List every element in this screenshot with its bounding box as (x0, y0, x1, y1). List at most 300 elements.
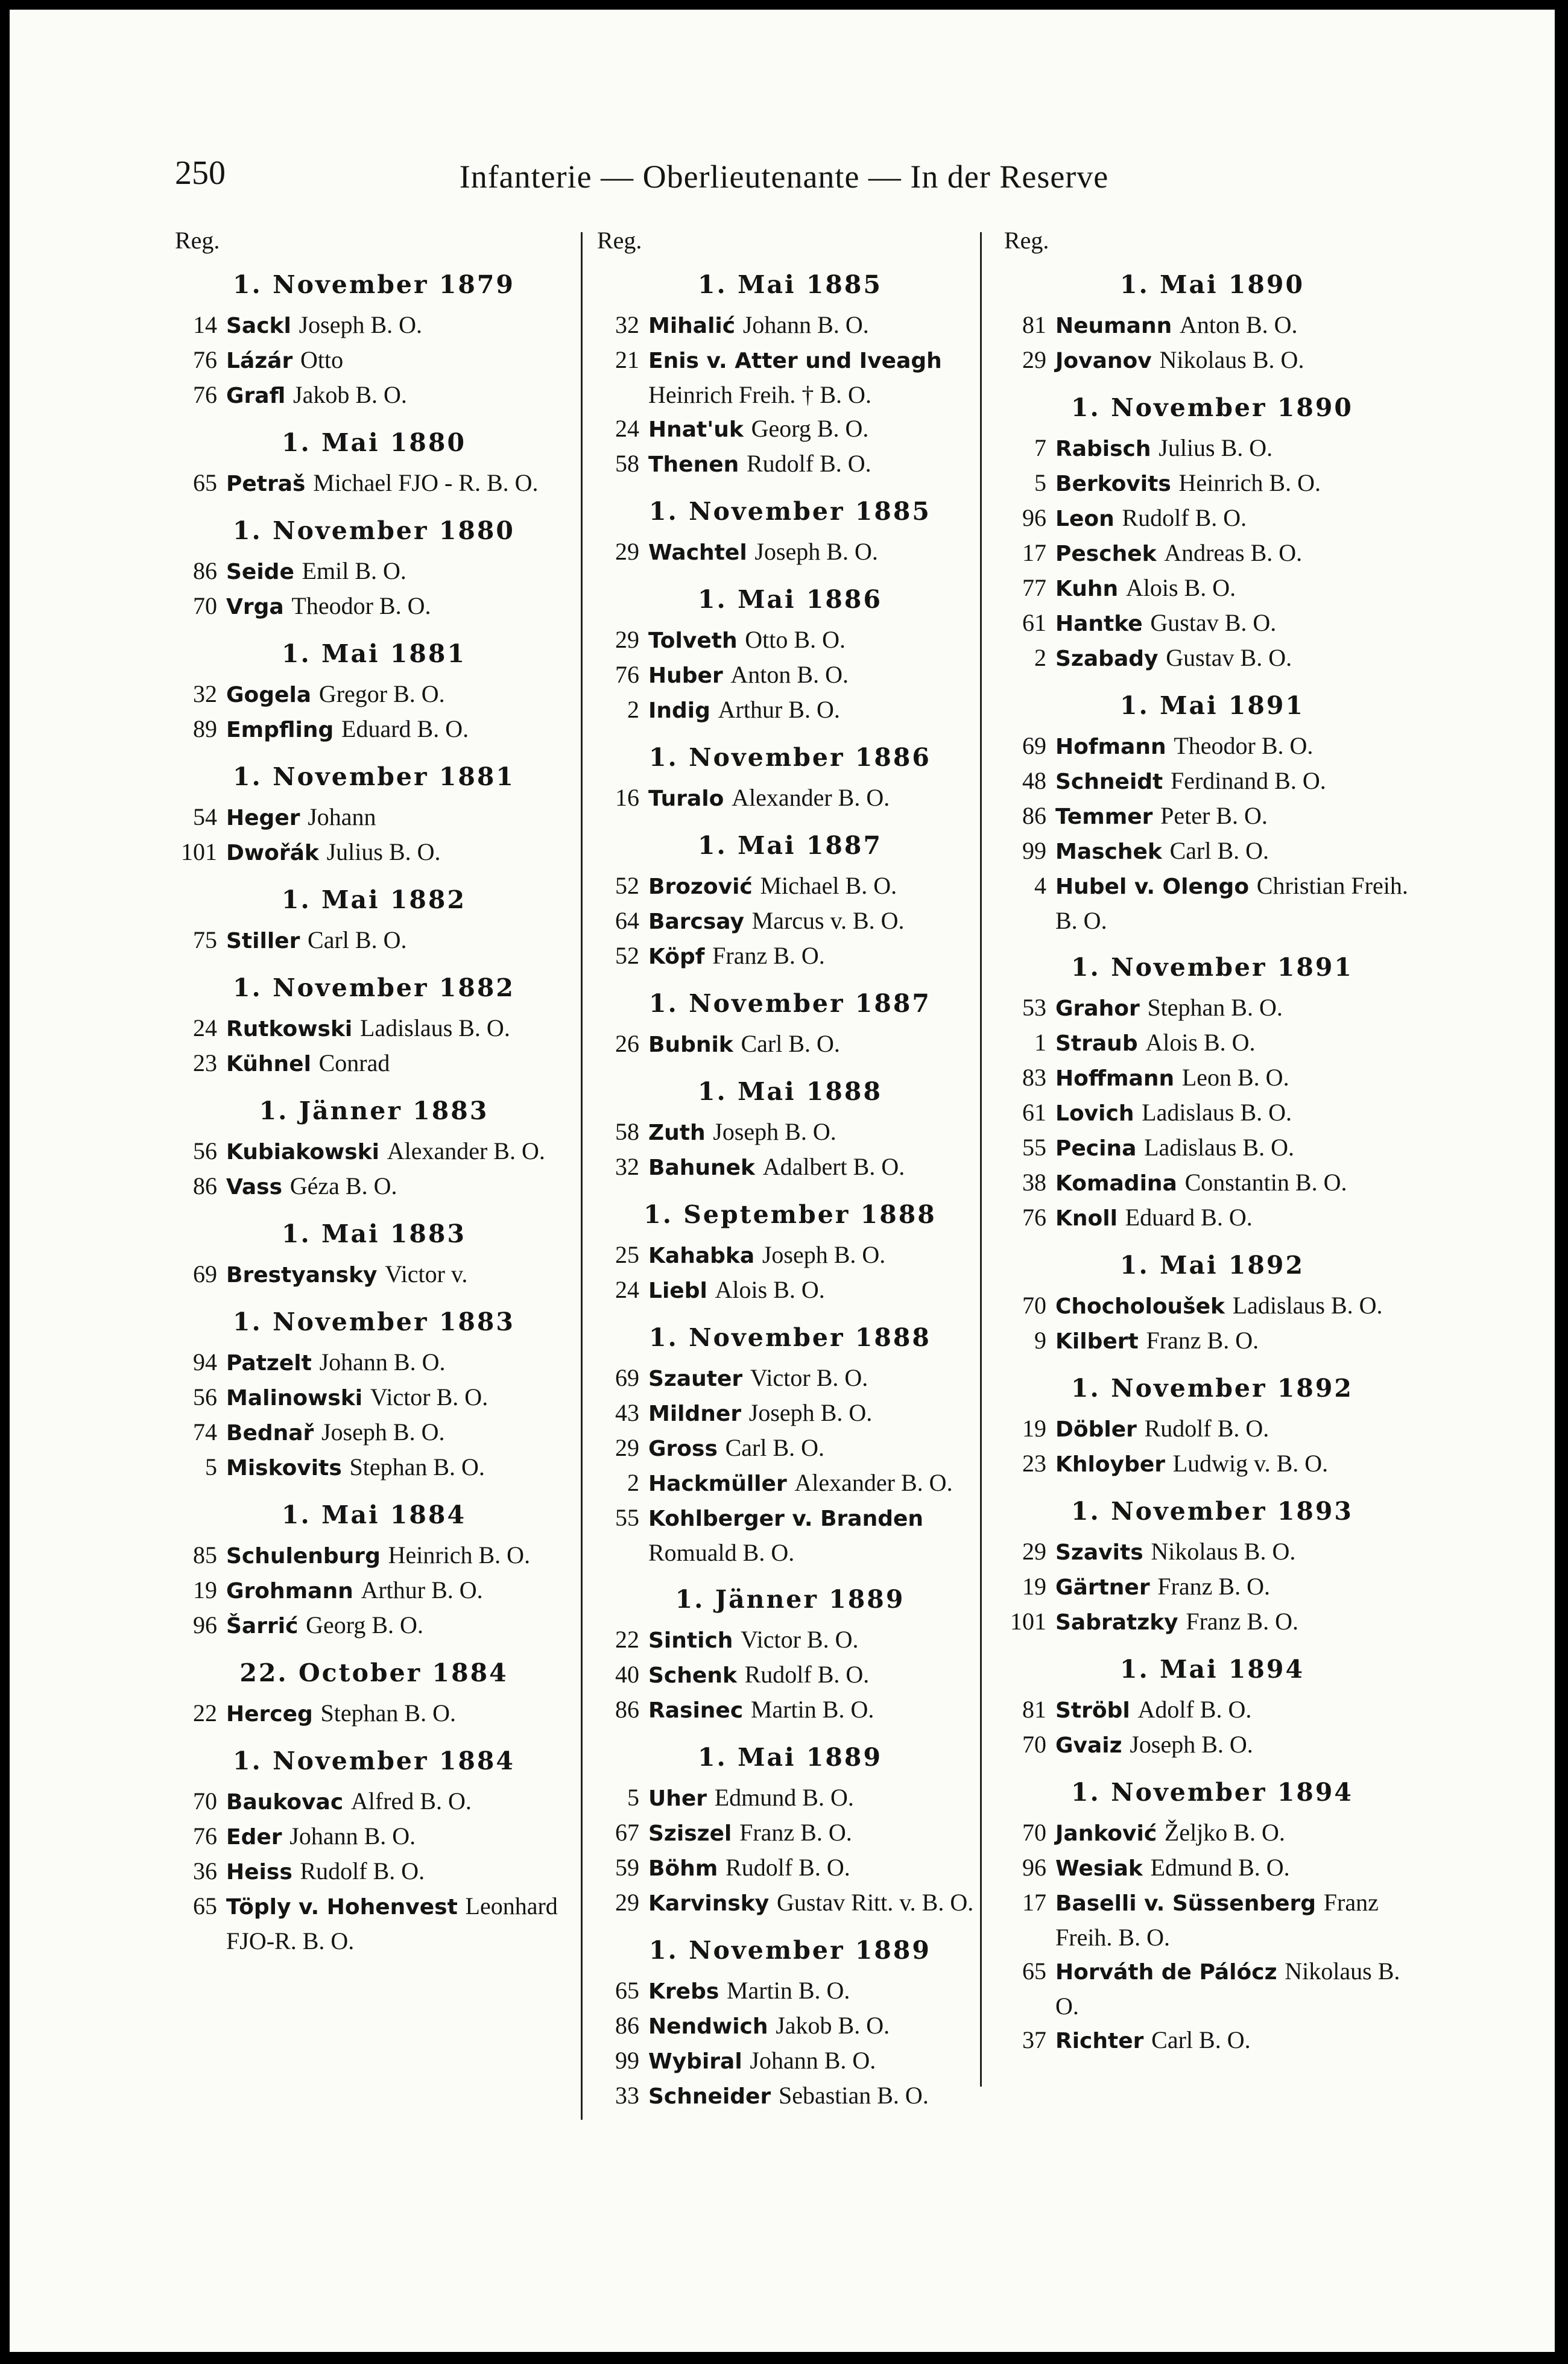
roster-entry (1004, 1061, 1420, 1096)
regiment-number: 40 (615, 1661, 639, 1688)
roster-entry (597, 1238, 983, 1273)
roster-entry (175, 1134, 573, 1169)
roster-entry (597, 658, 983, 693)
officer-details: Adalbert B. O. (762, 1153, 905, 1180)
section-heading: 1. November 1879 (233, 270, 515, 299)
officer-details: Gustav Ritt. v. B. O. (776, 1889, 974, 1916)
regiment-number: 101 (181, 838, 217, 865)
officer-details: Ladislaus B. O. (1142, 1099, 1292, 1126)
officer-surname: Indig (648, 698, 710, 723)
column-3 (1004, 226, 1420, 2058)
regiment-number: 74 (193, 1418, 217, 1446)
officer-details: Gustav B. O. (1166, 644, 1292, 671)
officer-details: Joseph B. O. (1130, 1731, 1253, 1758)
regiment-number: 32 (615, 311, 639, 338)
roster-entry (1004, 1131, 1420, 1166)
officer-surname: Schneider (648, 2084, 771, 2109)
roster-entry (175, 378, 573, 413)
officer-details: Johann B. O. (289, 1822, 416, 1850)
roster-entry (1004, 1535, 1420, 1570)
officer-surname: Lázár (226, 349, 293, 373)
regiment-number: 61 (1022, 609, 1046, 636)
officer-surname: Grafl (226, 384, 286, 408)
date-section (1004, 1652, 1420, 1763)
roster-entry (597, 781, 983, 816)
section-heading: 1. September 1888 (643, 1200, 937, 1229)
officer-details: Ludwig v. B. O. (1172, 1450, 1329, 1477)
officer-surname: Vrga (226, 595, 284, 619)
roster-entry (1004, 466, 1420, 501)
officer-surname: Petraš (226, 472, 306, 496)
officer-details: Adolf B. O. (1137, 1696, 1252, 1723)
roster-entry (597, 1623, 983, 1658)
regiment-number: 17 (1022, 1889, 1046, 1916)
roster-entry (1004, 536, 1420, 571)
officer-surname: Schneidt (1055, 770, 1163, 794)
officer-details: Stephan B. O. (320, 1699, 456, 1727)
date-section (175, 970, 573, 1081)
officer-details: Otto B. O. (745, 626, 846, 653)
section-heading: 1. Mai 1888 (698, 1077, 882, 1106)
regiment-number: 81 (1022, 311, 1046, 338)
officer-surname: Szavits (1055, 1540, 1143, 1565)
regiment-number: 54 (193, 803, 217, 830)
roster-entry (597, 1466, 983, 1501)
roster-entry (1004, 869, 1420, 938)
officer-surname: Nendwich (648, 2014, 768, 2039)
officer-surname: Sintich (648, 1628, 733, 1653)
officer-details: Stephan B. O. (349, 1453, 485, 1481)
officer-surname: Köpf (648, 944, 705, 969)
roster-entry (597, 2009, 983, 2044)
officer-details: Jakob B. O. (293, 381, 407, 408)
officer-surname: Schenk (648, 1663, 737, 1688)
officer-details: Rudolf B. O. (726, 1854, 850, 1881)
roster-entry (175, 1854, 573, 1889)
date-section (597, 1740, 983, 1921)
roster-entry (175, 835, 573, 870)
section-heading: 1. Mai 1891 (1120, 691, 1304, 720)
roster-entry (1004, 1693, 1420, 1728)
officer-surname: Stiller (226, 929, 300, 953)
regiment-number: 65 (615, 1977, 639, 2004)
date-section (597, 828, 983, 974)
officer-details: Nikolaus B. O. (1055, 1958, 1400, 2020)
officer-surname: Sabratzky (1055, 1610, 1178, 1635)
officer-details: Johann (308, 803, 376, 830)
date-section (597, 267, 983, 482)
regiment-number: 56 (193, 1383, 217, 1411)
officer-details: Heinrich Freih. † B. O. (648, 381, 871, 408)
officer-details: Carl B. O. (1169, 837, 1269, 864)
roster-entry (1004, 1324, 1420, 1359)
officer-details: Johann B. O. (742, 311, 869, 338)
officer-surname: Barcsay (648, 909, 744, 934)
section-heading: 1. Mai 1881 (282, 639, 466, 668)
officer-details: Victor v. (385, 1260, 468, 1288)
roster-entry (597, 1851, 983, 1886)
section-heading: 1. November 1894 (1071, 1778, 1353, 1807)
regiment-number: 70 (193, 592, 217, 619)
regiment-number: 22 (615, 1626, 639, 1653)
roster-entry (1004, 834, 1420, 869)
officer-surname: Rutkowski (226, 1017, 353, 1041)
officer-details: Johann B. O. (319, 1348, 446, 1376)
officer-details: Nikolaus B. O. (1159, 346, 1304, 373)
regiment-number: 58 (615, 1118, 639, 1145)
officer-details: Joseph B. O. (299, 311, 423, 338)
regiment-number: 29 (1022, 1538, 1046, 1565)
officer-details: Ladislaus B. O. (1144, 1134, 1294, 1161)
roster-entry (597, 1974, 983, 2009)
regiment-number: 65 (193, 1892, 217, 1920)
officer-surname: Berkovits (1055, 472, 1171, 496)
officer-details: Conrad (318, 1049, 390, 1076)
officer-details: Victor B. O. (741, 1626, 859, 1653)
roster-entry (597, 1396, 983, 1431)
roster-entry (597, 343, 983, 412)
regiment-number: 94 (193, 1348, 217, 1376)
officer-details: Leon B. O. (1181, 1064, 1289, 1091)
regiment-number: 16 (615, 784, 639, 811)
officer-details: Ladislaus B. O. (359, 1014, 510, 1041)
officer-surname: Tolveth (648, 628, 738, 653)
regiment-number: 56 (193, 1137, 217, 1165)
section-heading: 1. Mai 1880 (282, 428, 466, 457)
officer-details: Edmund B. O. (1150, 1854, 1290, 1881)
roster-entry (1004, 1570, 1420, 1605)
officer-details: Rudolf B. O. (747, 450, 871, 477)
date-section (175, 1304, 573, 1485)
roster-entry (597, 1693, 983, 1728)
officer-surname: Leon (1055, 507, 1114, 531)
officer-surname: Horváth de Pálócz (1055, 1960, 1277, 1985)
officer-details: Michael B. O. (760, 872, 897, 899)
section-heading: 22. October 1884 (239, 1658, 508, 1687)
roster-entry (597, 939, 983, 974)
officer-surname: Uher (648, 1786, 707, 1811)
roster-entry (175, 1011, 573, 1046)
roster-entry (1004, 431, 1420, 466)
officer-details: Georg B. O. (306, 1611, 423, 1639)
regiment-number: 23 (193, 1049, 217, 1076)
roster-entry (597, 412, 983, 447)
regiment-number: 86 (1022, 802, 1046, 829)
regiment-number: 23 (1022, 1450, 1046, 1477)
officer-details: Victor B. O. (370, 1383, 488, 1411)
date-section (175, 267, 573, 413)
reg-label: Reg. (175, 227, 220, 254)
officer-surname: Gvaiz (1055, 1733, 1122, 1758)
officer-details: Julius B. O. (1159, 434, 1273, 461)
section-heading: 1. November 1887 (649, 989, 931, 1018)
section-heading: 1. Mai 1885 (698, 270, 882, 299)
officer-surname: Bahunek (648, 1155, 755, 1180)
officer-details: Franz B. O. (1157, 1573, 1270, 1600)
officer-details: Peter B. O. (1160, 802, 1268, 829)
date-section (1004, 1248, 1420, 1359)
regiment-number: 70 (1022, 1292, 1046, 1319)
officer-details: Nikolaus B. O. (1151, 1538, 1296, 1565)
roster-entry (1004, 1026, 1420, 1061)
officer-details: Carl B. O. (741, 1030, 840, 1057)
regiment-number: 2 (1034, 644, 1046, 671)
officer-surname: Hantke (1055, 612, 1143, 636)
officer-details: Alois B. O. (715, 1276, 825, 1303)
officer-surname: Krebs (648, 1979, 719, 2004)
regiment-number: 5 (1034, 469, 1046, 496)
roster-entry (597, 308, 983, 343)
regiment-number: 67 (615, 1819, 639, 1846)
roster-entry (175, 554, 573, 589)
regiment-number: 48 (1022, 767, 1046, 794)
officer-details: Joseph B. O. (754, 538, 878, 565)
roster-entry (175, 1450, 573, 1485)
officer-surname: Maschek (1055, 839, 1162, 864)
date-section (597, 1197, 983, 1308)
officer-details: Heinrich B. O. (388, 1541, 531, 1569)
officer-details: Jakob B. O. (776, 2012, 890, 2039)
officer-surname: Hubel v. Olengo (1055, 874, 1250, 899)
regiment-number: 101 (1010, 1608, 1046, 1635)
regiment-number: 76 (1022, 1204, 1046, 1231)
officer-details: Alfred B. O. (350, 1787, 472, 1815)
regiment-number: 2 (627, 1469, 639, 1496)
regiment-number: 70 (1022, 1731, 1046, 1758)
section-heading: 1. November 1890 (1071, 393, 1353, 422)
officer-details: Emil B. O. (302, 557, 406, 584)
officer-surname: Hofmann (1055, 735, 1166, 759)
date-section (175, 759, 573, 870)
officer-details: Franz B. O. (1186, 1608, 1298, 1635)
roster-entry (1004, 764, 1420, 799)
officer-details: Theodor B. O. (1174, 732, 1314, 759)
officer-surname: Hackmüller (648, 1471, 787, 1496)
officer-surname: Kilbert (1055, 1329, 1139, 1354)
regiment-number: 81 (1022, 1696, 1046, 1723)
officer-details: Ferdinand B. O. (1170, 767, 1326, 794)
roster-entry (175, 1257, 573, 1292)
roster-entry (175, 466, 573, 501)
roster-entry (175, 1784, 573, 1819)
date-section (597, 1933, 983, 2114)
officer-surname: Kuhn (1055, 577, 1119, 601)
officer-surname: Malinowski (226, 1386, 363, 1411)
date-section (1004, 267, 1420, 378)
officer-surname: Neumann (1055, 314, 1172, 338)
officer-surname: Karvinsky (648, 1891, 770, 1916)
regiment-number: 58 (615, 450, 639, 477)
roster-entry (175, 712, 573, 747)
regiment-number: 43 (615, 1399, 639, 1426)
section-heading: 1. November 1891 (1071, 953, 1353, 982)
date-section (597, 582, 983, 728)
roster-entry (1004, 1886, 1420, 1955)
roster-entry (1004, 991, 1420, 1026)
section-heading: 1. Jänner 1889 (675, 1585, 905, 1614)
regiment-number: 65 (193, 469, 217, 496)
regiment-number: 89 (193, 715, 217, 742)
regiment-number: 25 (615, 1241, 639, 1268)
section-heading: 1. Mai 1886 (698, 585, 882, 614)
roster-entry (597, 1816, 983, 1851)
date-section (175, 1655, 573, 1731)
officer-surname: Jovanov (1055, 349, 1152, 373)
roster-entry (175, 1608, 573, 1643)
regiment-number: 29 (615, 626, 639, 653)
regiment-number: 52 (615, 872, 639, 899)
officer-details: Željko B. O. (1164, 1819, 1285, 1846)
regiment-number: 69 (193, 1260, 217, 1288)
date-section (175, 1497, 573, 1643)
officer-details: Andreas B. O. (1164, 539, 1303, 566)
officer-surname: Grahor (1055, 996, 1140, 1021)
officer-surname: Wachtel (648, 540, 747, 565)
officer-surname: Liebl (648, 1278, 707, 1303)
roster-entry (175, 1538, 573, 1573)
date-section (597, 494, 983, 570)
section-heading: 1. Mai 1892 (1120, 1251, 1304, 1280)
regiment-number: 5 (627, 1784, 639, 1811)
date-section (1004, 1494, 1420, 1640)
date-section (175, 1093, 573, 1204)
regiment-number: 53 (1022, 994, 1046, 1021)
officer-details: Romuald B. O. (648, 1539, 795, 1566)
roster-entry (1004, 571, 1420, 606)
officer-surname: Vass (226, 1175, 283, 1199)
officer-details: Arthur B. O. (718, 696, 840, 723)
regiment-number: 86 (193, 557, 217, 584)
section-heading: 1. Jänner 1883 (259, 1096, 489, 1125)
officer-details: Otto (300, 346, 344, 373)
section-heading: 1. Mai 1887 (698, 831, 882, 860)
officer-surname: Gogela (226, 683, 312, 707)
regiment-number: 14 (193, 311, 217, 338)
officer-surname: Heger (226, 806, 300, 830)
officer-surname: Miskovits (226, 1456, 342, 1481)
officer-surname: Straub (1055, 1031, 1138, 1056)
regiment-number: 99 (615, 2047, 639, 2074)
officer-surname: Heiss (226, 1860, 292, 1885)
roster-entry (1004, 1955, 1420, 2023)
officer-surname: Peschek (1055, 542, 1157, 566)
officer-details: Franz B. O. (712, 942, 825, 969)
regiment-number: 55 (615, 1504, 639, 1531)
regiment-number: 37 (1022, 2026, 1046, 2053)
column-1 (175, 226, 573, 1958)
regiment-number: 29 (615, 1889, 639, 1916)
section-heading: 1. November 1888 (649, 1323, 931, 1352)
roster-entry (1004, 343, 1420, 378)
regiment-number: 5 (205, 1453, 217, 1481)
officer-surname: Baselli v. Süssenberg (1055, 1891, 1317, 1916)
officer-surname: Baukovac (226, 1790, 344, 1815)
officer-surname: Hnat'uk (648, 417, 744, 442)
roster-entry (1004, 1447, 1420, 1482)
officer-details: Ladislaus B. O. (1232, 1292, 1383, 1319)
roster-entry (175, 1345, 573, 1380)
officer-surname: Huber (648, 663, 723, 688)
roster-entry (175, 1696, 573, 1731)
officer-surname: Enis v. Atter und Iveagh (648, 349, 942, 373)
officer-surname: Szauter (648, 1367, 743, 1391)
roster-entry (597, 1781, 983, 1816)
officer-surname: Seide (226, 560, 294, 584)
officer-surname: Bednař (226, 1421, 314, 1446)
reg-label: Reg. (597, 227, 642, 254)
regiment-number: 86 (615, 2012, 639, 2039)
officer-details: Rudolf B. O. (1144, 1415, 1269, 1442)
roster-entry (597, 869, 983, 904)
roster-entry (597, 1886, 983, 1921)
roster-entry (1004, 1201, 1420, 1236)
officer-surname: Kubiakowski (226, 1140, 379, 1165)
officer-details: Carl B. O. (308, 926, 407, 953)
officer-details: Theodor B. O. (291, 592, 431, 619)
officer-surname: Richter (1055, 2029, 1144, 2053)
officer-surname: Turalo (648, 786, 724, 811)
regiment-number: 86 (193, 1172, 217, 1199)
officer-details: Constantin B. O. (1184, 1169, 1347, 1196)
date-section (175, 1216, 573, 1292)
date-section (1004, 688, 1420, 938)
regiment-number: 96 (1022, 504, 1046, 531)
section-heading: 1. Mai 1889 (698, 1743, 882, 1772)
regiment-number: 55 (1022, 1134, 1046, 1161)
roster-entry (597, 2044, 983, 2079)
section-heading: 1. November 1893 (1071, 1497, 1353, 1526)
regiment-number: 24 (615, 415, 639, 442)
roster-entry (1004, 1096, 1420, 1131)
officer-surname: Khloyber (1055, 1452, 1166, 1477)
officer-surname: Thenen (648, 452, 739, 477)
date-section (1004, 950, 1420, 1236)
officer-surname: Brozović (648, 874, 753, 899)
roster-entry (597, 1115, 983, 1150)
regiment-number: 38 (1022, 1169, 1046, 1196)
officer-surname: Brestyansky (226, 1263, 378, 1288)
date-section (1004, 390, 1420, 676)
roster-entry (175, 343, 573, 378)
officer-surname: Lovich (1055, 1101, 1134, 1126)
officer-details: Anton B. O. (1179, 311, 1298, 338)
officer-surname: Ströbl (1055, 1698, 1130, 1723)
officer-details: Martin B. O. (750, 1696, 874, 1723)
officer-surname: Kohlberger v. Branden (648, 1506, 924, 1531)
date-section (175, 882, 573, 958)
reg-label: Reg. (1004, 227, 1049, 254)
section-heading: 1. November 1892 (1071, 1374, 1353, 1403)
roster-entry (1004, 2023, 1420, 2058)
regiment-number: 1 (1034, 1029, 1046, 1056)
roster-entry (175, 1169, 573, 1204)
regiment-number: 9 (1034, 1327, 1046, 1354)
roster-entry (175, 1046, 573, 1081)
regiment-number: 52 (615, 942, 639, 969)
regiment-number: 69 (1022, 732, 1046, 759)
officer-details: Alois B. O. (1125, 574, 1236, 601)
regiment-number: 96 (1022, 1854, 1046, 1881)
regiment-number: 32 (615, 1153, 639, 1180)
regiment-number: 32 (193, 680, 217, 707)
roster-entry (1004, 1816, 1420, 1851)
regiment-number: 29 (615, 1434, 639, 1461)
officer-surname: Wesiak (1055, 1856, 1143, 1881)
regiment-number: 99 (1022, 837, 1046, 864)
regiment-number: 86 (615, 1696, 639, 1723)
roster-entry (1004, 1289, 1420, 1324)
regiment-number: 70 (193, 1787, 217, 1815)
